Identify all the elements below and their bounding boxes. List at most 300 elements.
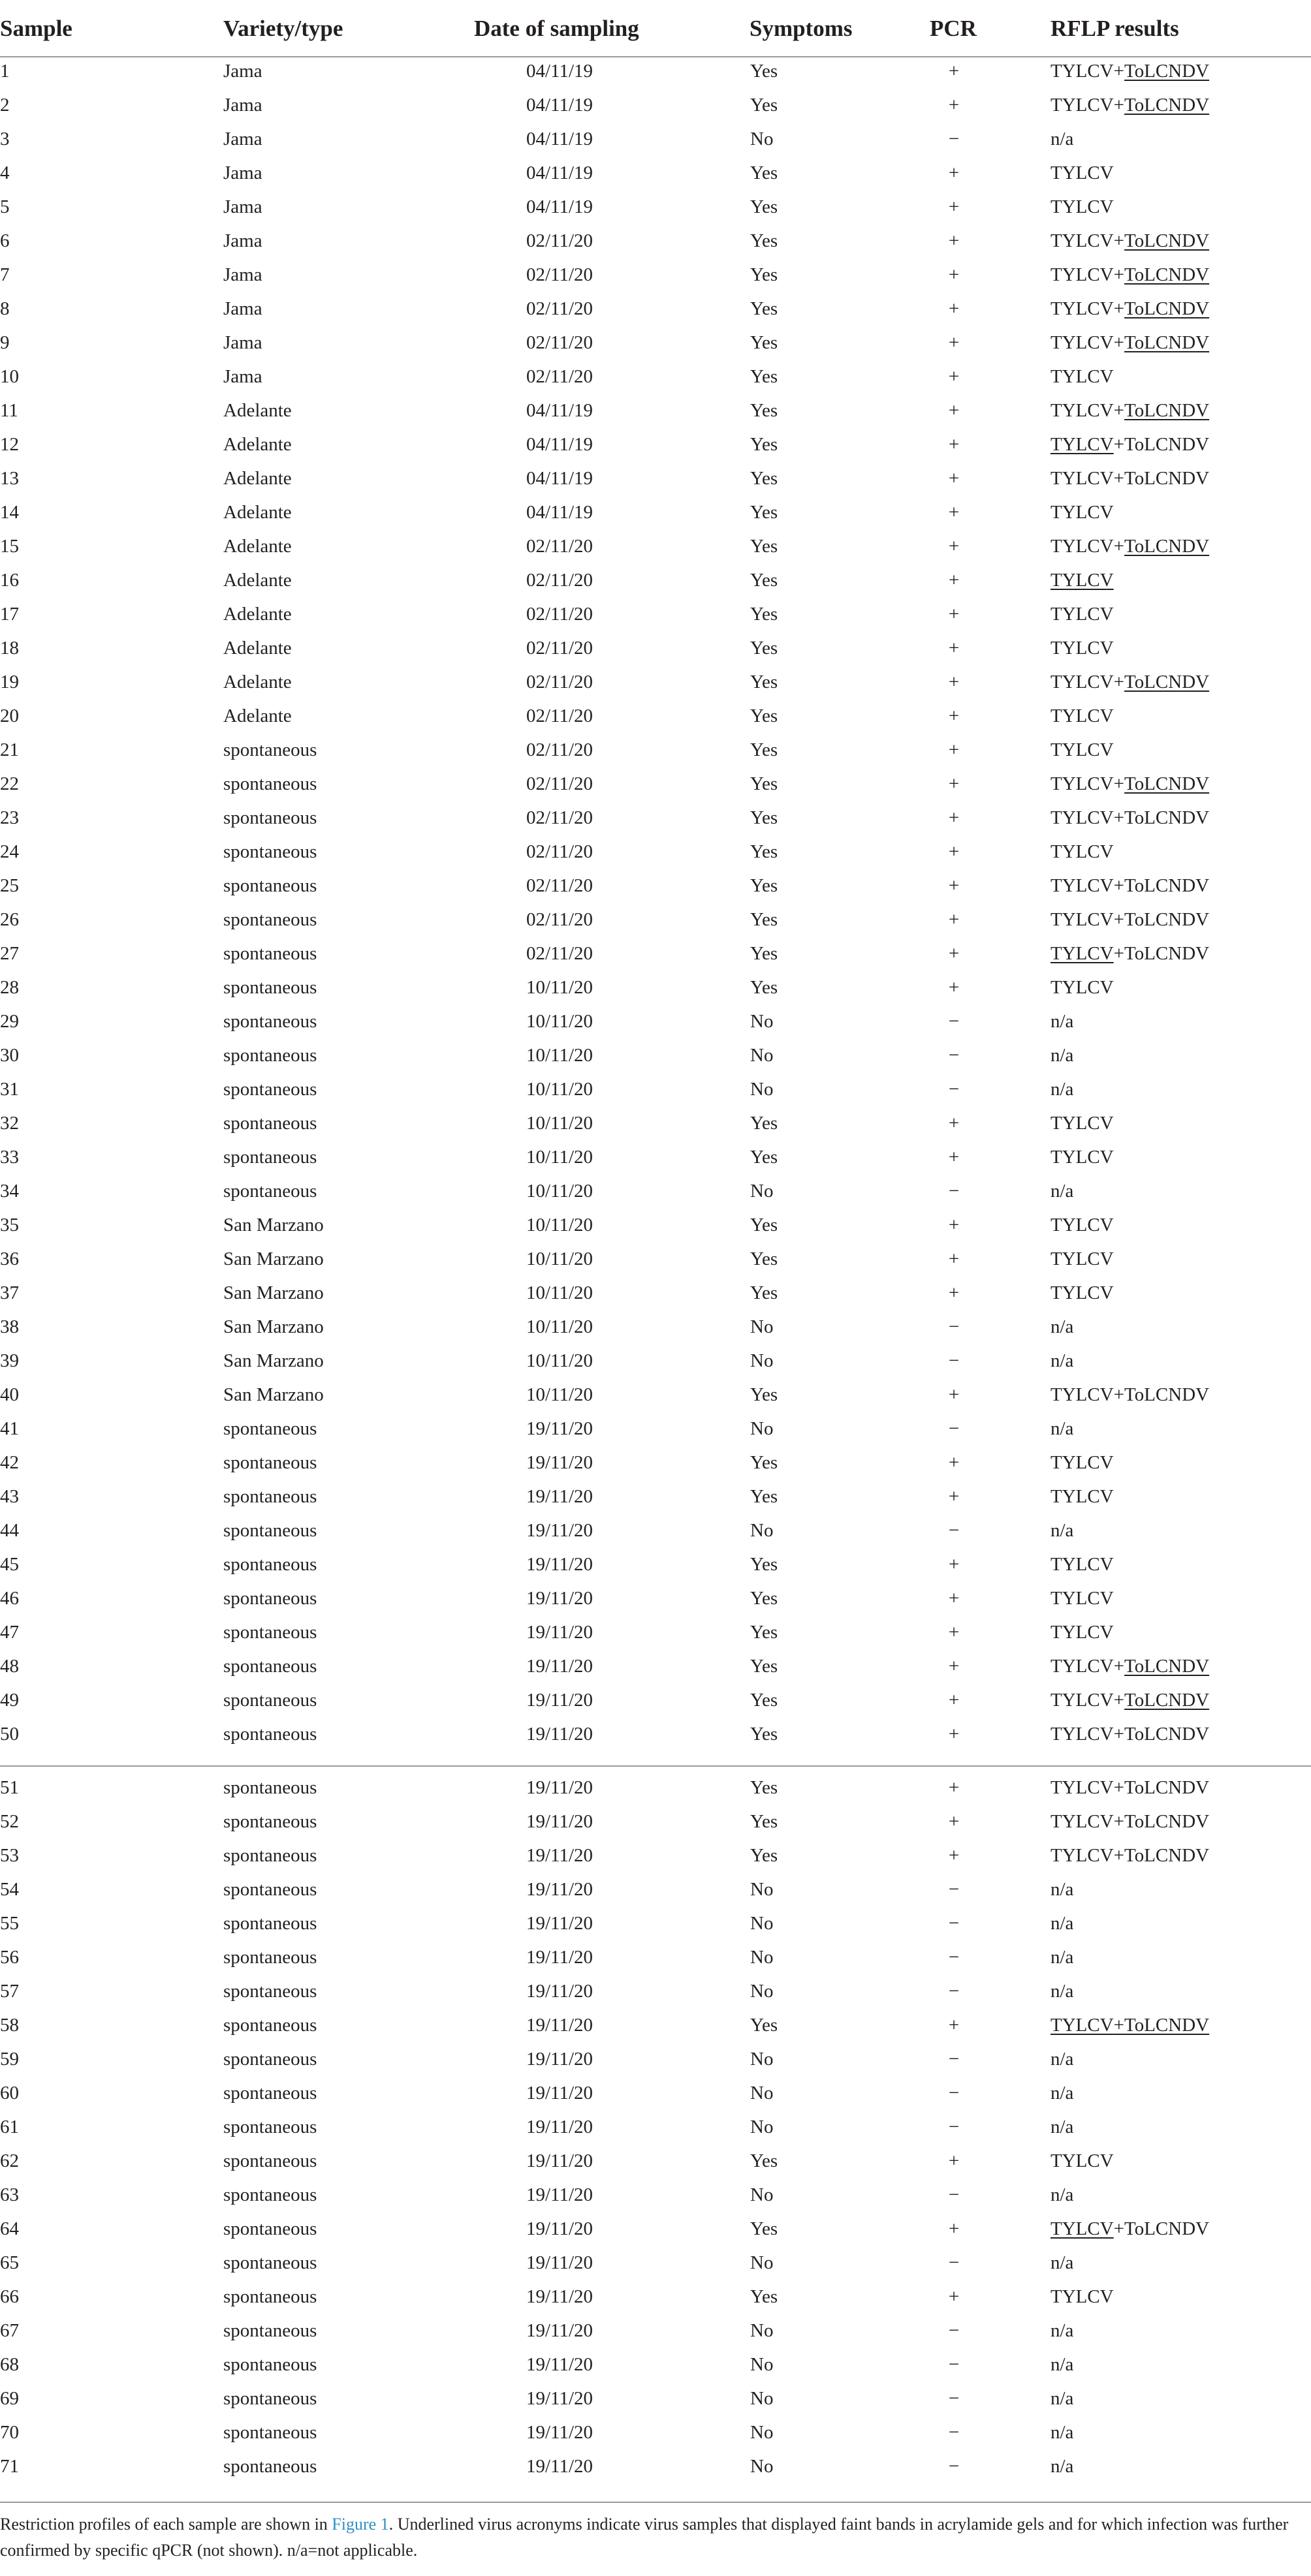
cell-pcr: + <box>948 1147 960 1168</box>
cell-variety: Jama <box>223 230 262 251</box>
table-row <box>0 1107 1311 1141</box>
cell-date: 19/11/20 <box>526 1588 593 1609</box>
cell-date: 02/11/20 <box>526 875 593 896</box>
cell-rflp <box>1050 875 1209 897</box>
cell-sample: 25 <box>0 875 19 896</box>
cell-symptoms: Yes <box>750 1845 778 1866</box>
cell-sample: 7 <box>0 264 10 285</box>
table-row <box>0 258 1311 292</box>
table-row <box>0 1277 1311 1311</box>
rflp-virus-part: ToLCNDV <box>1124 2218 1210 2239</box>
cell-rflp <box>1050 1316 1073 1338</box>
cell-pcr: + <box>948 807 960 828</box>
cell-symptoms: Yes <box>750 2286 778 2307</box>
cell-date: 19/11/20 <box>526 1656 593 1677</box>
cell-date: 19/11/20 <box>526 2150 593 2171</box>
table-row <box>0 666 1311 700</box>
cell-pcr: + <box>948 570 960 591</box>
cell-sample: 18 <box>0 638 19 659</box>
cell-symptoms: Yes <box>750 977 778 998</box>
cell-variety: spontaneous <box>223 1045 317 1066</box>
cell-date: 04/11/19 <box>526 434 593 455</box>
cell-sample: 30 <box>0 1045 19 1066</box>
cell-sample: 6 <box>0 230 10 251</box>
cell-symptoms: Yes <box>750 1282 778 1303</box>
cell-symptoms: No <box>750 2117 774 2137</box>
rflp-virus-part: n/a <box>1050 1011 1074 1032</box>
cell-variety: spontaneous <box>223 2422 317 2443</box>
rflp-virus-part: + <box>1113 1845 1125 1866</box>
cell-symptoms: No <box>750 2252 774 2273</box>
cell-symptoms: Yes <box>750 1811 778 1832</box>
cell-pcr: + <box>948 1554 960 1575</box>
cell-symptoms: Yes <box>750 1554 778 1575</box>
cell-date: 19/11/20 <box>526 2015 593 2036</box>
table-row <box>0 1073 1311 1107</box>
cell-variety: spontaneous <box>223 2218 317 2239</box>
cell-pcr: + <box>948 1811 960 1832</box>
table-row <box>0 191 1311 225</box>
rflp-virus-part: ToLCNDV <box>1124 400 1210 421</box>
rflp-virus-part: TYLCV <box>1050 1249 1114 1269</box>
cell-pcr: − <box>948 129 960 149</box>
rflp-virus-part: TYLCV <box>1050 1724 1114 1745</box>
cell-sample: 68 <box>0 2354 19 2375</box>
cell-pcr: − <box>948 2456 960 2477</box>
cell-sample: 64 <box>0 2218 19 2239</box>
rflp-virus-part: TYLCV <box>1050 909 1114 930</box>
rflp-virus-part: n/a <box>1050 1947 1074 1968</box>
cell-variety: Adelante <box>223 570 292 591</box>
table-row <box>0 2416 1311 2450</box>
rflp-virus-part: TYLCV <box>1050 502 1114 523</box>
rflp-virus-part: TYLCV <box>1050 1282 1114 1303</box>
rflp-virus-part: n/a <box>1050 1981 1074 2002</box>
cell-pcr: + <box>948 332 960 353</box>
table-row <box>0 1839 1311 1873</box>
cell-pcr: − <box>948 2422 960 2443</box>
cell-symptoms: No <box>750 2422 774 2443</box>
footnote-text-after: . Underlined virus acronyms indicate virus samples that displayed faint bands in acrylamide gels and for which infection was further confirmed by specific qPCR (not shown). n/a=not applicable. <box>0 2515 1289 2560</box>
cell-date: 19/11/20 <box>526 1913 593 1934</box>
cell-pcr: + <box>948 2218 960 2239</box>
cell-rflp <box>1050 1946 1073 1968</box>
cell-date: 19/11/20 <box>526 1879 593 1900</box>
cell-sample: 71 <box>0 2456 19 2477</box>
rflp-virus-part: + <box>1113 1656 1125 1677</box>
cell-variety: San Marzano <box>223 1350 324 1371</box>
cell-variety: spontaneous <box>223 1879 317 1900</box>
rflp-virus-part: n/a <box>1050 2252 1074 2273</box>
cell-symptoms: No <box>750 1045 774 1066</box>
table-row <box>0 462 1311 496</box>
cell-sample: 56 <box>0 1947 19 1968</box>
cell-date: 19/11/20 <box>526 1811 593 1832</box>
rflp-virus-part: TYLCV <box>1050 366 1114 387</box>
rflp-virus-part: n/a <box>1050 1181 1074 1202</box>
cell-sample: 65 <box>0 2252 19 2273</box>
cell-symptoms: Yes <box>750 1656 778 1677</box>
cell-variety: Jama <box>223 366 262 387</box>
cell-variety: spontaneous <box>223 2049 317 2070</box>
cell-rflp <box>1050 569 1114 591</box>
cell-variety: spontaneous <box>223 2320 317 2341</box>
cell-rflp <box>1050 264 1209 286</box>
cell-pcr: − <box>948 1045 960 1066</box>
table-row <box>0 292 1311 326</box>
cell-variety: San Marzano <box>223 1249 324 1269</box>
table-row <box>0 1616 1311 1650</box>
cell-sample: 55 <box>0 1913 19 1934</box>
table-row <box>0 157 1311 191</box>
rflp-virus-part: ToLCNDV <box>1124 1845 1210 1866</box>
cell-date: 02/11/20 <box>526 706 593 726</box>
cell-variety: spontaneous <box>223 1181 317 1202</box>
rflp-virus-part: ToLCNDV <box>1124 1690 1210 1711</box>
cell-sample: 3 <box>0 129 10 149</box>
cell-symptoms: No <box>750 1316 774 1337</box>
rflp-virus-part: TYLCV <box>1050 570 1114 591</box>
cell-variety: spontaneous <box>223 1011 317 1032</box>
cell-symptoms: Yes <box>750 739 778 760</box>
cell-pcr: + <box>948 875 960 896</box>
cell-rflp <box>1050 1878 1073 1901</box>
cell-variety: spontaneous <box>223 2083 317 2103</box>
cell-variety: spontaneous <box>223 2015 317 2036</box>
table-row <box>0 2077 1311 2111</box>
rflp-virus-part: TYLCV <box>1050 1622 1114 1643</box>
cell-date: 02/11/20 <box>526 366 593 387</box>
table-row <box>0 1941 1311 1975</box>
cell-date: 10/11/20 <box>526 1011 593 1032</box>
cell-variety: spontaneous <box>223 2252 317 2273</box>
table-row <box>0 530 1311 564</box>
rflp-virus-part: ToLCNDV <box>1124 773 1210 794</box>
cell-symptoms: Yes <box>750 807 778 828</box>
cell-variety: spontaneous <box>223 875 317 896</box>
cell-symptoms: No <box>750 1981 774 2002</box>
cell-pcr: + <box>948 163 960 183</box>
cell-rflp <box>1050 976 1114 999</box>
cell-pcr: + <box>948 773 960 794</box>
rflp-virus-part: n/a <box>1050 2354 1074 2375</box>
cell-sample: 67 <box>0 2320 19 2341</box>
figure-1-link[interactable]: Figure 1 <box>332 2515 389 2534</box>
cell-pcr: + <box>948 909 960 930</box>
cell-pcr: + <box>948 468 960 489</box>
cell-sample: 63 <box>0 2184 19 2205</box>
cell-sample: 46 <box>0 1588 19 1609</box>
cell-symptoms: Yes <box>750 434 778 455</box>
cell-sample: 28 <box>0 977 19 998</box>
rflp-virus-part: TYLCV <box>1050 196 1114 217</box>
cell-date: 19/11/20 <box>526 2388 593 2409</box>
rflp-virus-part: + <box>1113 298 1125 319</box>
cell-sample: 49 <box>0 1690 19 1711</box>
cell-symptoms: Yes <box>750 332 778 353</box>
cell-variety: Jama <box>223 95 262 116</box>
rflp-virus-part: TYLCV <box>1050 230 1114 251</box>
cell-rflp <box>1050 2286 1114 2308</box>
cell-sample: 17 <box>0 604 19 625</box>
cell-date: 19/11/20 <box>526 1947 593 1968</box>
cell-symptoms: Yes <box>750 841 778 862</box>
cell-variety: spontaneous <box>223 2150 317 2171</box>
cell-symptoms: No <box>750 1947 774 1968</box>
table-row <box>0 2382 1311 2416</box>
rflp-virus-part: ToLCNDV <box>1124 230 1210 251</box>
cell-pcr: + <box>948 230 960 251</box>
cell-sample: 35 <box>0 1215 19 1235</box>
cell-rflp <box>1050 2218 1209 2240</box>
cell-variety: Adelante <box>223 604 292 625</box>
cell-rflp <box>1050 671 1209 693</box>
cell-pcr: + <box>948 1777 960 1798</box>
cell-rflp <box>1050 2082 1073 2104</box>
cell-date: 10/11/20 <box>526 1113 593 1134</box>
cell-rflp <box>1050 1214 1114 1236</box>
rflp-virus-part: TYLCV <box>1050 2218 1114 2239</box>
cell-pcr: + <box>948 536 960 557</box>
cell-rflp <box>1050 1350 1073 1372</box>
cell-sample: 40 <box>0 1384 19 1405</box>
cell-symptoms: No <box>750 1418 774 1439</box>
cell-symptoms: Yes <box>750 1690 778 1711</box>
table-row <box>0 428 1311 462</box>
cell-pcr: − <box>948 1181 960 1202</box>
cell-sample: 20 <box>0 706 19 726</box>
cell-pcr: + <box>948 2286 960 2307</box>
cell-sample: 5 <box>0 196 10 217</box>
cell-sample: 70 <box>0 2422 19 2443</box>
rflp-virus-part: TYLCV <box>1050 95 1114 116</box>
rflp-virus-part: n/a <box>1050 2388 1074 2409</box>
footnote-text-before: Restriction profiles of each sample are shown in <box>0 2515 332 2534</box>
cell-rflp <box>1050 298 1209 320</box>
cell-variety: San Marzano <box>223 1316 324 1337</box>
table-row <box>0 2111 1311 2145</box>
cell-pcr: + <box>948 502 960 523</box>
rflp-virus-part: ToLCNDV <box>1124 943 1210 964</box>
cell-rflp <box>1050 739 1114 761</box>
rflp-virus-part: TYLCV <box>1050 638 1114 659</box>
rflp-virus-part: ToLCNDV <box>1124 468 1210 489</box>
cell-pcr: + <box>948 1452 960 1473</box>
rflp-virus-part: n/a <box>1050 1350 1074 1371</box>
cell-rflp <box>1050 2048 1073 2070</box>
cell-sample: 45 <box>0 1554 19 1575</box>
cell-rflp <box>1050 1010 1073 1032</box>
cell-date: 02/11/20 <box>526 672 593 692</box>
rflp-virus-part: + <box>1113 672 1125 692</box>
rflp-virus-part: n/a <box>1050 2049 1074 2070</box>
cell-variety: spontaneous <box>223 1486 317 1507</box>
cell-variety: spontaneous <box>223 2184 317 2205</box>
cell-variety: spontaneous <box>223 2456 317 2477</box>
cell-pcr: − <box>948 1947 960 1968</box>
rflp-virus-part: TYLCV <box>1050 1113 1114 1134</box>
cell-rflp <box>1050 1810 1209 1833</box>
cell-rflp <box>1050 2252 1073 2274</box>
rflp-virus-part: TYLCV <box>1050 1554 1114 1575</box>
cell-symptoms: Yes <box>750 61 778 82</box>
cell-date: 10/11/20 <box>526 1045 593 1066</box>
cell-rflp <box>1050 908 1209 931</box>
cell-symptoms: Yes <box>750 468 778 489</box>
cell-pcr: + <box>948 1622 960 1643</box>
cell-date: 19/11/20 <box>526 2286 593 2307</box>
cell-rflp <box>1050 1384 1209 1406</box>
cell-sample: 53 <box>0 1845 19 1866</box>
cell-symptoms: Yes <box>750 2150 778 2171</box>
table-row <box>0 1650 1311 1684</box>
cell-sample: 11 <box>0 400 18 421</box>
rflp-virus-part: n/a <box>1050 2184 1074 2205</box>
cell-symptoms: Yes <box>750 1777 778 1798</box>
cell-pcr: − <box>948 1981 960 2002</box>
table-row <box>0 2179 1311 2212</box>
cell-sample: 23 <box>0 807 19 828</box>
cell-date: 02/11/20 <box>526 264 593 285</box>
cell-date: 04/11/19 <box>526 502 593 523</box>
table-row <box>0 2348 1311 2382</box>
cell-symptoms: Yes <box>750 1452 778 1473</box>
cell-date: 02/11/20 <box>526 739 593 760</box>
cell-symptoms: No <box>750 2184 774 2205</box>
cell-variety: spontaneous <box>223 2388 317 2409</box>
cell-variety: Adelante <box>223 502 292 523</box>
cell-variety: spontaneous <box>223 909 317 930</box>
cell-symptoms: Yes <box>750 1147 778 1168</box>
cell-date: 02/11/20 <box>526 230 593 251</box>
cell-rflp <box>1050 1146 1114 1168</box>
cell-variety: spontaneous <box>223 1622 317 1643</box>
table-row <box>0 225 1311 258</box>
cell-pcr: + <box>948 2150 960 2171</box>
rflp-virus-part: n/a <box>1050 2320 1074 2341</box>
header-sample: Sample <box>0 16 72 41</box>
cell-pcr: + <box>948 2015 960 2036</box>
cell-variety: spontaneous <box>223 1656 317 1677</box>
table-row <box>0 1805 1311 1839</box>
cell-rflp <box>1050 1723 1209 1745</box>
cell-variety: spontaneous <box>223 773 317 794</box>
cell-date: 02/11/20 <box>526 298 593 319</box>
rflp-virus-part: TYLCV <box>1050 604 1114 625</box>
cell-sample: 12 <box>0 434 19 455</box>
table-row <box>0 1209 1311 1243</box>
rflp-virus-part: + <box>1113 943 1125 964</box>
rflp-virus-part: + <box>1113 909 1125 930</box>
rflp-virus-part: TYLCV <box>1050 1147 1114 1168</box>
rflp-virus-part: n/a <box>1050 2083 1074 2103</box>
cell-rflp <box>1050 1980 1073 2002</box>
cell-rflp <box>1050 705 1114 727</box>
rflp-virus-part: n/a <box>1050 129 1074 149</box>
cell-variety: Jama <box>223 163 262 183</box>
cell-sample: 10 <box>0 366 19 387</box>
cell-symptoms: Yes <box>750 1724 778 1745</box>
rflp-virus-part: TYLCV <box>1050 2015 1114 2036</box>
cell-rflp <box>1050 773 1209 795</box>
rflp-virus-part: ToLCNDV <box>1124 875 1210 896</box>
cell-pcr: − <box>948 2388 960 2409</box>
cell-symptoms: Yes <box>750 638 778 659</box>
cell-symptoms: Yes <box>750 672 778 692</box>
cell-rflp <box>1050 1112 1114 1134</box>
cell-date: 10/11/20 <box>526 1215 593 1235</box>
cell-sample: 47 <box>0 1622 19 1643</box>
rflp-virus-part: TYLCV <box>1050 1777 1114 1798</box>
table-row <box>0 1975 1311 2009</box>
rflp-virus-part: ToLCNDV <box>1124 1811 1210 1832</box>
table-row <box>0 2212 1311 2246</box>
cell-date: 10/11/20 <box>526 1181 593 1202</box>
table-row <box>0 632 1311 666</box>
table-row <box>0 394 1311 428</box>
cell-rflp <box>1050 2320 1073 2342</box>
cell-sample: 27 <box>0 943 19 964</box>
cell-rflp <box>1050 332 1209 354</box>
rflp-virus-part: TYLCV <box>1050 706 1114 726</box>
cell-date: 04/11/19 <box>526 400 593 421</box>
cell-pcr: − <box>948 2083 960 2103</box>
cell-rflp <box>1050 1553 1114 1575</box>
cell-symptoms: Yes <box>750 502 778 523</box>
cell-variety: spontaneous <box>223 841 317 862</box>
cell-sample: 38 <box>0 1316 19 1337</box>
cell-variety: spontaneous <box>223 1588 317 1609</box>
cell-variety: spontaneous <box>223 1913 317 1934</box>
rflp-virus-part: n/a <box>1050 1418 1074 1439</box>
cell-date: 10/11/20 <box>526 1147 593 1168</box>
cell-symptoms: Yes <box>750 400 778 421</box>
cell-sample: 42 <box>0 1452 19 1473</box>
cell-variety: spontaneous <box>223 1811 317 1832</box>
cell-rflp <box>1050 1621 1114 1643</box>
cell-symptoms: No <box>750 2049 774 2070</box>
cell-rflp <box>1050 2184 1073 2206</box>
cell-rflp <box>1050 841 1114 863</box>
cell-rflp <box>1050 94 1209 116</box>
cell-rflp <box>1050 942 1209 965</box>
cell-variety: spontaneous <box>223 1690 317 1711</box>
cell-sample: 43 <box>0 1486 19 1507</box>
cell-symptoms: Yes <box>750 909 778 930</box>
table-bottom-rule <box>0 2502 1311 2503</box>
cell-symptoms: No <box>750 1011 774 1032</box>
table-row <box>0 700 1311 734</box>
rflp-virus-part: TYLCV <box>1050 807 1114 828</box>
cell-rflp <box>1050 1248 1114 1270</box>
cell-date: 02/11/20 <box>526 570 593 591</box>
cell-rflp <box>1050 1282 1114 1304</box>
rflp-virus-part: n/a <box>1050 1045 1074 1066</box>
cell-rflp <box>1050 1587 1114 1609</box>
cell-variety: Jama <box>223 196 262 217</box>
rflp-virus-part: ToLCNDV <box>1124 434 1210 455</box>
cell-sample: 19 <box>0 672 19 692</box>
cell-variety: spontaneous <box>223 1947 317 1968</box>
rflp-virus-part: n/a <box>1050 2422 1074 2443</box>
cell-rflp <box>1050 1078 1073 1100</box>
table-row <box>0 1514 1311 1548</box>
cell-symptoms: Yes <box>750 1486 778 1507</box>
cell-variety: San Marzano <box>223 1215 324 1235</box>
table-row <box>0 564 1311 598</box>
cell-date: 04/11/19 <box>526 61 593 82</box>
rflp-virus-part: + <box>1113 536 1125 557</box>
